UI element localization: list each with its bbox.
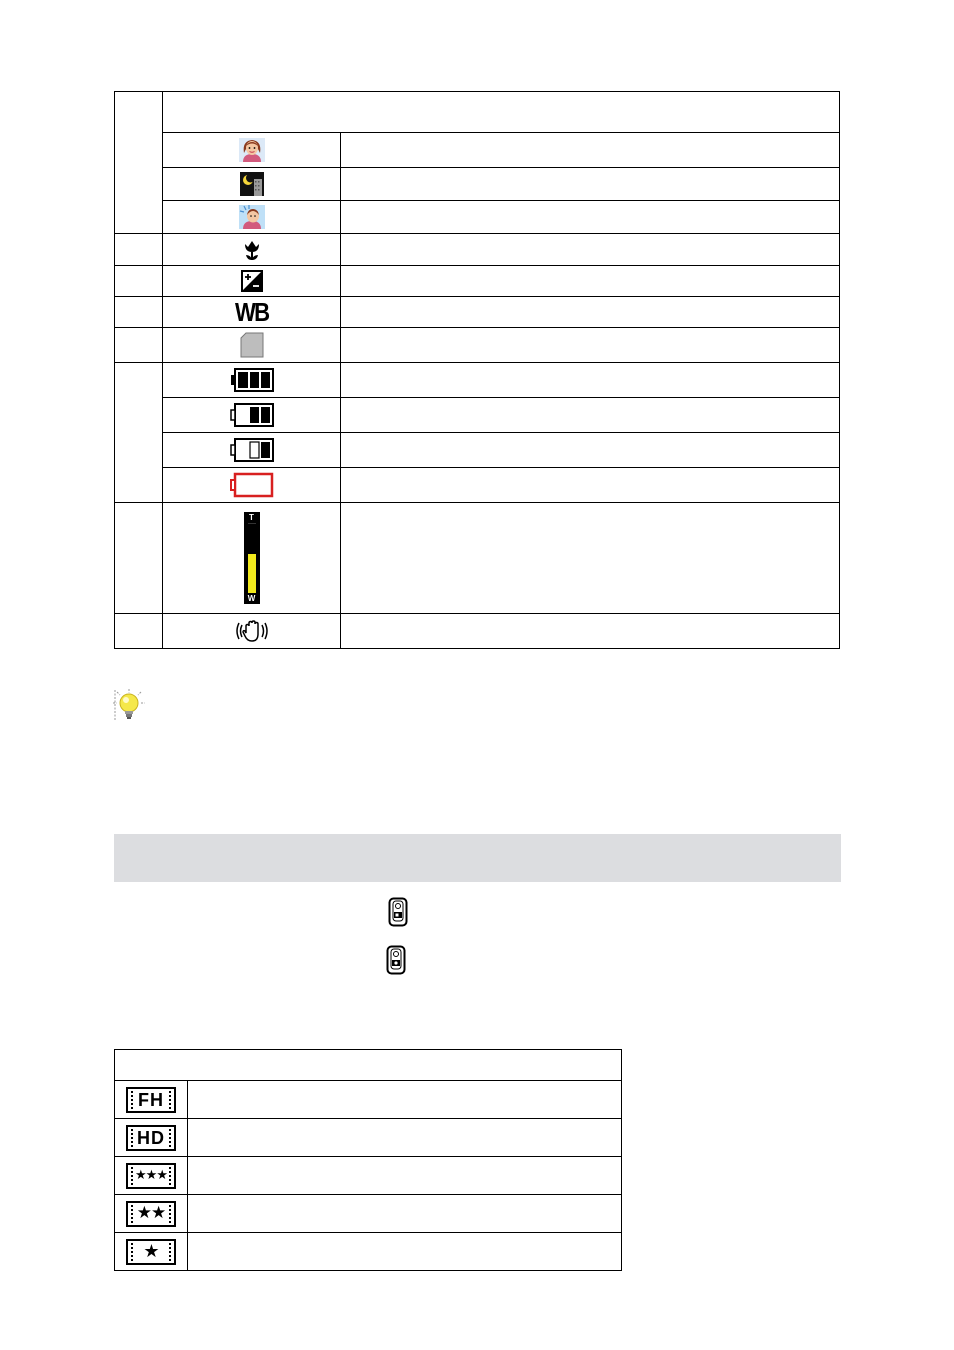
- description-cell: [188, 1119, 622, 1157]
- row-number-cell: [115, 234, 163, 266]
- resolution-label: ★★★: [135, 1168, 167, 1183]
- resolution-table: [114, 1049, 622, 1271]
- table-row: [115, 1119, 622, 1157]
- section-banner: [114, 834, 841, 882]
- resolution-icon-cell: [115, 1081, 188, 1119]
- table-row: [115, 468, 840, 503]
- night-icon: [163, 171, 340, 197]
- zoom-tele-label: T: [249, 513, 254, 522]
- row-number-cell: [115, 92, 163, 234]
- table-row: [115, 398, 840, 433]
- one-star-quality-icon: [126, 1239, 176, 1265]
- two-star-quality-icon: [126, 1201, 176, 1227]
- fh-resolution-icon: [126, 1087, 176, 1113]
- description-cell: [341, 297, 840, 328]
- table-row: [115, 1233, 622, 1271]
- row-number-cell: [115, 503, 163, 614]
- description-cell: [341, 398, 840, 433]
- resolution-label: ★: [143, 1240, 159, 1262]
- table-row: [115, 168, 840, 201]
- zoom-bar-icon: [163, 512, 340, 604]
- row-number-cell: [115, 297, 163, 328]
- sd-card-icon: [163, 332, 340, 358]
- table-row: [115, 297, 840, 328]
- scene-mode-header-cell: [163, 92, 840, 133]
- table-row: [115, 614, 840, 649]
- table-row: [115, 328, 840, 363]
- description-cell: [341, 266, 840, 297]
- lightbulb-icon: [112, 688, 146, 727]
- battery-empty-icon: [163, 472, 340, 498]
- resolution-label: FH: [138, 1089, 164, 1110]
- backlight-icon: [163, 204, 340, 230]
- description-cell: [341, 168, 840, 201]
- table-row: [115, 433, 840, 468]
- table-row: [115, 201, 840, 234]
- description-cell: [341, 328, 840, 363]
- row-number-cell: [115, 328, 163, 363]
- table-row: [115, 234, 840, 266]
- description-cell: [188, 1233, 622, 1271]
- battery-one-third-icon: [163, 438, 340, 462]
- white-balance-icon: [163, 299, 340, 325]
- table-row: [115, 92, 840, 133]
- hd-resolution-icon: [126, 1125, 176, 1151]
- table-row: [115, 1081, 622, 1119]
- table-row: [115, 133, 840, 168]
- description-cell: [188, 1195, 622, 1233]
- portrait-icon: [163, 137, 340, 163]
- photo-mode-switch-icon: [386, 945, 406, 980]
- row-number-cell: [115, 614, 163, 649]
- zoom-level-fill: [248, 554, 256, 593]
- description-cell: [341, 201, 840, 234]
- video-mode-switch-icon: [388, 897, 408, 932]
- table-row: [115, 266, 840, 297]
- resolution-icon-cell: [115, 1119, 188, 1157]
- description-cell: [341, 614, 840, 649]
- resolution-icon-cell: [115, 1233, 188, 1271]
- description-cell: [341, 433, 840, 468]
- table-row: [115, 503, 840, 614]
- zoom-wide-label: W: [247, 594, 256, 603]
- resolution-label: HD: [137, 1127, 165, 1148]
- description-cell: [341, 234, 840, 266]
- table-row: [115, 1195, 622, 1233]
- table-row: [115, 363, 840, 398]
- description-cell: [341, 503, 840, 614]
- battery-full-icon: [163, 368, 340, 392]
- table-row: [115, 1157, 622, 1195]
- resolution-icon-cell: [115, 1157, 188, 1195]
- row-number-cell: [115, 363, 163, 503]
- macro-flower-icon: [163, 238, 340, 262]
- table-header-row: [115, 1050, 622, 1081]
- row-number-cell: [115, 266, 163, 297]
- exposure-icon: [163, 270, 340, 292]
- three-star-quality-icon: [126, 1163, 176, 1189]
- battery-two-thirds-icon: [163, 403, 340, 427]
- description-cell: [341, 468, 840, 503]
- description-cell: [188, 1157, 622, 1195]
- resolution-label: ★★: [136, 1203, 166, 1223]
- icon-table: [114, 91, 840, 649]
- resolution-header-cell: [115, 1050, 622, 1081]
- resolution-icon-cell: [115, 1195, 188, 1233]
- description-cell: [188, 1081, 622, 1119]
- white-balance-label: WB: [234, 297, 269, 327]
- description-cell: [341, 363, 840, 398]
- description-cell: [341, 133, 840, 168]
- stabilizer-hand-icon: [163, 619, 340, 643]
